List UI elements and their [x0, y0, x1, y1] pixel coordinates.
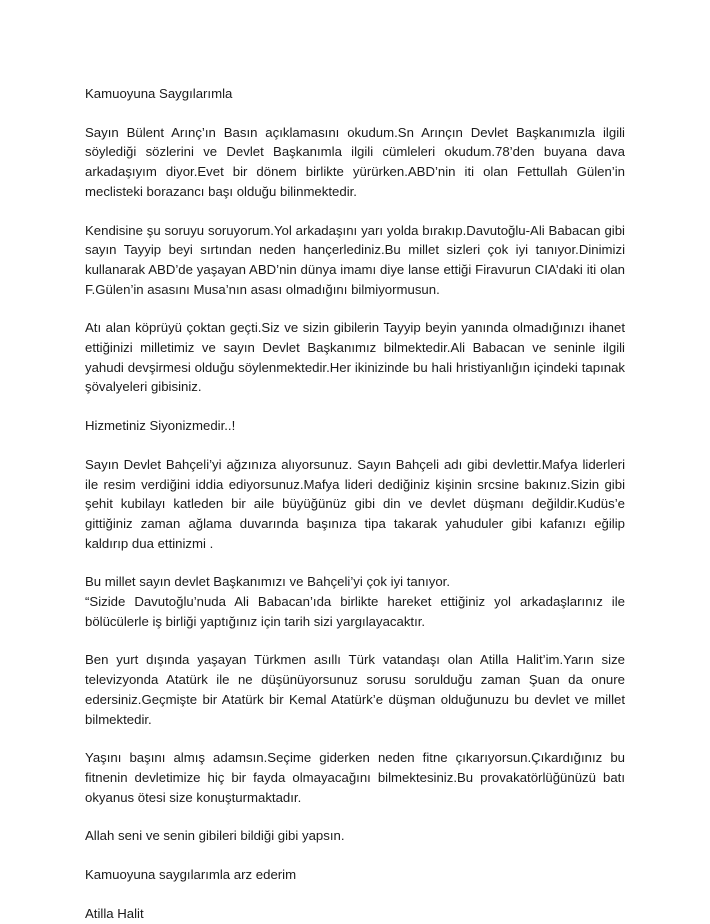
closing: Kamuoyuna saygılarımla arz ederim	[85, 867, 297, 883]
paragraph-8: Yaşını başını almış adamsın.Seçime giderken neden fitne çıkarıyorsun.Çıkardığınız bu fitnenin devletimize hiç bir fayda olmayacağını bilmektesiniz.Bu provakatörlüğünüzü batı okyanus ötesi size konuşturmaktadır.	[85, 750, 625, 805]
paragraph-9: Allah seni ve senin gibileri bildiği gibi yapsın.	[85, 828, 345, 844]
paragraph-1: Sayın Bülent Arınç’ın Basın açıklamasını okudum.Sn Arınçın Devlet Başkanımızla ilgili söylediği sözlerini ve Devlet Başkanımla ilgili cümleleri okudum.78’den buyana dava arkadaşıyım diyor.Evet bir dönem birlikte yürürken.ABD’nin iti olan Fettullah Gülen’in meclisteki borazancı başı olduğu bilinmektedir.	[85, 124, 625, 199]
signature: Atilla Halit	[85, 905, 144, 921]
greeting: Kamuoyuna Saygılarımla	[85, 86, 233, 101]
paragraph-7: Ben yurt dışında yaşayan Türkmen asıllı Türk vatandaşı olan Atilla Halit’im.Yarın size televizyonda Atatürk ile ne düşünüyorsunuz sorusu sorulduğu zaman Şuan da onure edersiniz.Geçmişte bir Atatürk bir Kemal Atatürk’e düşman olduğunuzu bu devlet ve millet bilmektedir.	[85, 652, 625, 727]
paragraph-5: Sayın Devlet Bahçeli’yi ağzınıza alıyorsunuz. Sayın Bahçeli adı gibi devlettir.Mafya liderleri ile resim verdiğini iddia ediyorsunuz.Mafya lideri dediğiniz kişinin srcsine bakınız.Sizin gibi şehit kubilayı katleden bir aile büyüğünüz gibi din ve devlet düşmanı değildir.Kudüs’e gittiğiniz zaman ağlama duvarında başınıza tipa takarak yahuduler gibi kafanızı eğilip kaldırıp dua ettinizmi .	[85, 456, 625, 551]
paragraph-4: Hizmetiniz Siyonizmedir..!	[85, 418, 236, 434]
paragraph-6a: Bu millet sayın devlet Başkanımızı ve Bahçeli’yi çok iyi tanıyor.	[85, 574, 451, 590]
paragraph-3: Atı alan köprüyü çoktan geçti.Siz ve sizin gibilerin Tayyip beyin yanında olmadığınızı ihanet ettiğinizi milletimiz ve sayın Devlet Başkanımız bilmektedir.Ali Babacan ve seninle ilgili yahudi devşirmesi olduğu söylenmektedir.Her ikinizinde bu hali hristiyanlığın içindeki tapınak şövalyeleri gibisiniz.	[85, 320, 625, 395]
letter-body	[85, 84, 625, 924]
paragraph-6b: “Sizide Davutoğlu’nuda Ali Babacan’ıda birlikte hareket ettiğiniz yol arkadaşlarınız ile bölücülerle iş birliği yaptığınız için tarih sizi yargılayacaktır.	[85, 594, 625, 629]
paragraph-2: Kendisine şu soruyu soruyorum.Yol arkadaşını yarı yolda bırakıp.Davutoğlu-Ali Babacan gibi sayın Tayyip beyi sırtından neden hançerlediniz.Bu millet sizleri çok iyi tanıyor.Dinimizi kullanarak ABD’de yaşayan ABD’nin dünya imamı diye lanse ettiği Firavurun CIA’daki iti olan F.Gülen’in asasını Musa’nın asası olmadığını bilmiyormusun.	[85, 222, 625, 297]
